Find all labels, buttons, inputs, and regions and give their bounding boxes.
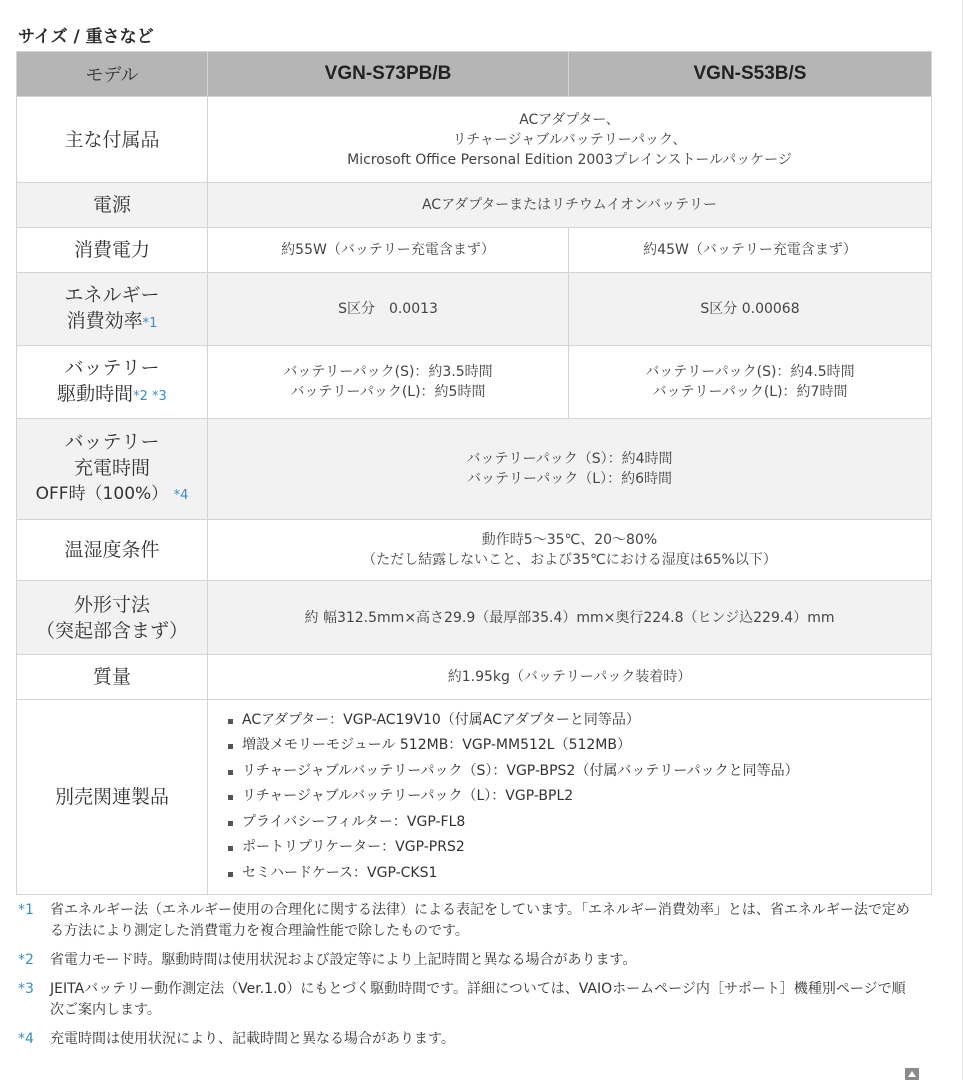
- row-value: ACアダプターまたはリチウムイオンバッテリー: [208, 183, 932, 228]
- header-row: [17, 52, 932, 97]
- label-line: エネルギー: [64, 283, 160, 306]
- list-item: リチャージャブルバッテリーパック（S）：VGP-BPS2（付属バッテリーパックと同等品）: [226, 759, 925, 785]
- row-charge-time: [17, 419, 932, 520]
- row-battery-life: [17, 346, 932, 419]
- footnote-ref[interactable]: *2 *3: [133, 388, 167, 404]
- value-line: リチャージャブルバッテリーパック、: [452, 131, 687, 148]
- page-top-icon[interactable]: [905, 1068, 919, 1080]
- row-label: [17, 273, 208, 346]
- row-options: [17, 700, 932, 895]
- list-item: リチャージャブルバッテリーパック（L）：VGP-BPL2: [226, 784, 925, 810]
- list-item: 増設メモリーモジュール 512MB：VGP-MM512L（512MB）: [226, 733, 925, 759]
- row-efficiency: [17, 273, 932, 346]
- options-list: [214, 708, 925, 887]
- row-label: 主な付属品: [17, 97, 208, 183]
- page-edge-divider: [962, 0, 963, 1080]
- footnote-text: 省電力モード時。駆動時間は使用状況および設定等により上記時間と異なる場合があります。: [50, 952, 637, 968]
- label-line: 充電時間: [73, 457, 150, 479]
- footnote-mark: *3: [18, 981, 34, 997]
- value-line: 動作時5〜35℃、20〜80%: [481, 532, 658, 548]
- row-power: [17, 183, 932, 228]
- row-dimensions: [17, 581, 932, 655]
- row-label: 消費電力: [17, 228, 208, 273]
- footnote-ref[interactable]: *1: [142, 315, 158, 331]
- row-value: 約 幅312.5mm×高さ29.9（最厚部35.4）mm×奥行224.8（ヒンジ込229.4）mm: [208, 581, 932, 655]
- value-line: Microsoft Office Personal Edition 2003プレインストールパッケージ: [347, 151, 792, 168]
- row-value: [208, 419, 932, 520]
- row-accessories: [17, 97, 932, 183]
- value-line: バッテリーパック(S)：約3.5時間: [283, 364, 493, 380]
- footnote-text: 充電時間は使用状況により、記載時間と異なる場合があります。: [50, 1031, 455, 1047]
- footnote-3: [18, 979, 918, 1021]
- label-line: 消費効率: [66, 309, 143, 332]
- row-label: 温湿度条件: [17, 520, 208, 581]
- value-line: バッテリーパック（L）：約6時間: [466, 471, 672, 487]
- footnote-text: JEITAバッテリー動作測定法（Ver.1.0）にもとづく駆動時間です。詳細については、VAIOホームページ内［サポート］機種別ページで順次ご案内します。: [50, 981, 906, 1018]
- row-value-1: [208, 346, 569, 419]
- footnote-ref[interactable]: *4: [173, 488, 189, 503]
- label-line: 駆動時間: [57, 382, 134, 405]
- row-label: [17, 419, 208, 520]
- list-item: プライバシーフィルター：VGP-FL8: [226, 810, 925, 836]
- section-title: サイズ / 重さなど: [18, 27, 154, 47]
- row-label: [17, 346, 208, 419]
- value-line: （ただし結露しないこと、および35℃における湿度は65%以下）: [362, 552, 777, 568]
- row-value: [208, 97, 932, 183]
- row-value-1: S区分 0.0013: [208, 273, 569, 346]
- list-item: セミハードケース：VGP-CKS1: [226, 861, 925, 887]
- row-value: [208, 700, 932, 895]
- label-line: バッテリー: [64, 356, 160, 379]
- list-item: ポートリプリケーター：VGP-PRS2: [226, 835, 925, 861]
- value-line: バッテリーパック（S）：約4時間: [466, 451, 673, 467]
- label-line: バッテリー: [64, 431, 160, 453]
- row-label: 別売関連製品: [17, 700, 208, 895]
- label-line: （突起部含まず）: [35, 619, 188, 642]
- value-line: バッテリーパック(S)：約4.5時間: [645, 364, 855, 380]
- row-label: 質量: [17, 655, 208, 700]
- row-environment: [17, 520, 932, 581]
- row-value: 約1.95kg（バッテリーパック装着時）: [208, 655, 932, 700]
- footnote-4: [18, 1029, 918, 1050]
- row-label: [17, 581, 208, 655]
- label-line: 外形寸法: [73, 593, 150, 616]
- row-value-2: 約45W（バッテリー充電含まず）: [569, 228, 932, 273]
- spec-table: [16, 51, 932, 895]
- footnotes: [18, 900, 918, 1058]
- row-label: 電源: [17, 183, 208, 228]
- row-value-1: 約55W（バッテリー充電含まず）: [208, 228, 569, 273]
- label-line: OFF時（100%）: [35, 484, 169, 504]
- value-line: ACアダプター、: [519, 111, 620, 128]
- model-header-label: モデル: [17, 52, 208, 97]
- model-header-2: VGN-S53B/S: [569, 52, 932, 97]
- model-header-1: VGN-S73PB/B: [208, 52, 569, 97]
- footnote-mark: *4: [18, 1031, 34, 1047]
- row-value-2: S区分 0.00068: [569, 273, 932, 346]
- row-consumption: [17, 228, 932, 273]
- footnote-1: [18, 900, 918, 942]
- row-weight: [17, 655, 932, 700]
- row-value-2: [569, 346, 932, 419]
- value-line: バッテリーパック(L)：約7時間: [652, 384, 848, 400]
- footnote-mark: *2: [18, 952, 34, 968]
- value-line: バッテリーパック(L)：約5時間: [290, 384, 486, 400]
- footnote-text: 省エネルギー法（エネルギー使用の合理化に関する法律）による表記をしています。「エネルギー消費効率」とは、省エネルギー法で定める方法により測定した消費電力を複合理論性能で除したものです。: [50, 902, 910, 939]
- footnote-mark: *1: [18, 902, 34, 918]
- list-item: ACアダプター：VGP-AC19V10（付属ACアダプターと同等品）: [226, 708, 925, 734]
- row-value: [208, 520, 932, 581]
- footnote-2: [18, 950, 918, 971]
